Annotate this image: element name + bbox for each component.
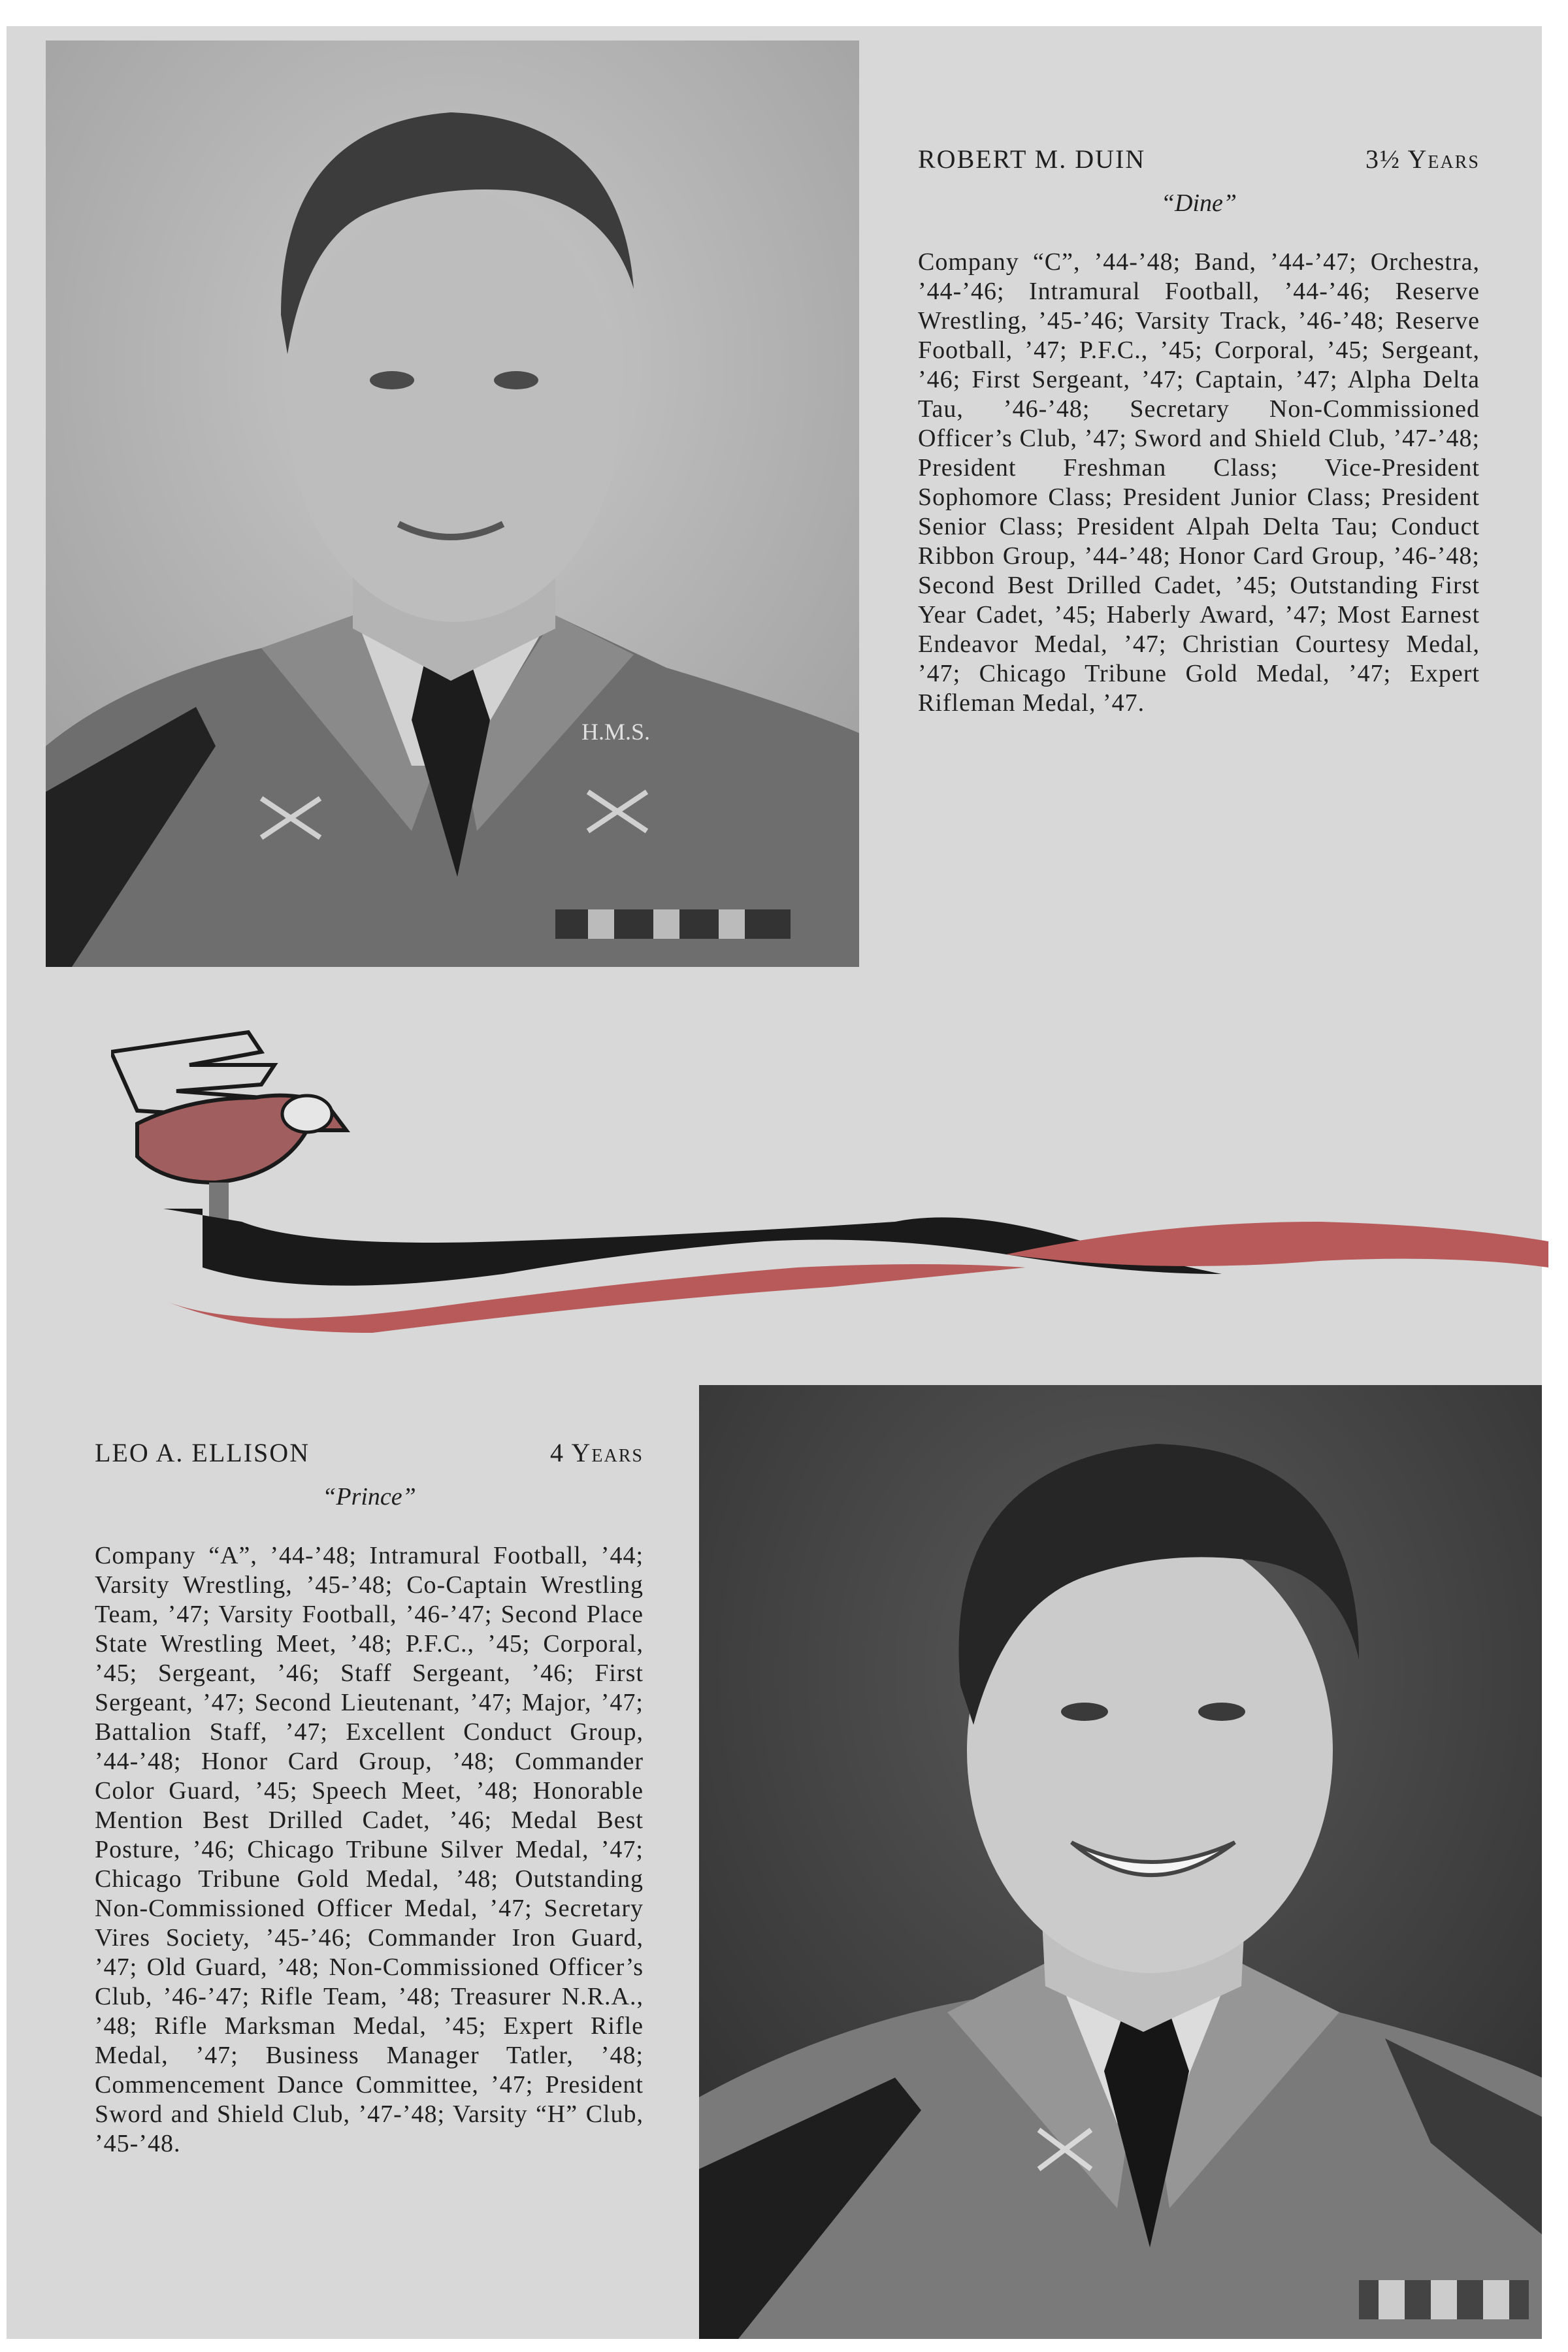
years-attended: 3½ Years [1365, 144, 1480, 174]
portrait-photo-robert-duin [46, 41, 859, 967]
activities-text: Company “A”, ’44-’48; Intramural Football, ’44; Varsity Wrestling, ’45-’48; Co-Captain Wrestling Team, ’47; Varsity Football, ’46-’47; Second Place State Wrestling Meet, ’48; P.F.C., ’45; Corporal, ’45; Sergeant, ’46; Staff Sergeant, ’46; First Sergeant, ’47; Second Lieutenant, ’47; Major, ’47; Battalion Staff, ’47; Excellent Conduct Group, ’44-’48; Honor Card Group, ’48; Commander Color Guard, ’45; Speech Meet, ’48; Honorable Mention Best Drilled Cadet, ’46; Medal Best Posture, ’46; Chicago Tribune Silver Medal, ’47; Chicago Tribune Gold Medal, ’48; Outstanding Non-Commissioned Officer Medal, ’47; Secretary Vires Society, ’45-’46; Commander Iron Guard, ’47; Old Guard, ’48; Non-Commissioned Officer’s Club, ’46-’47; Rifle Team, ’48; Treasurer N.R.A., ’48; Rifle Marksman Medal, ’45; Expert Rifle Medal, ’47; Business Manager Tatler, ’48; Commencement Dance Committee, ’47; President Sword and Shield Club, ’47-’48; Varsity “H” Club, ’45-’48. [95, 1542, 644, 2157]
nickname: “Dine” [1160, 189, 1237, 217]
bio-header [918, 144, 1480, 174]
portrait-photo-leo-ellison [699, 1385, 1542, 2339]
student-name: LEO A. ELLISON [95, 1438, 310, 1467]
bio-leo-ellison [95, 1437, 644, 2159]
student-name: ROBERT M. DUIN [918, 144, 1146, 174]
bio-robert-duin [918, 144, 1480, 718]
years-attended: 4 Years [550, 1438, 644, 1467]
nickname: “Prince” [322, 1483, 416, 1511]
eagle-ribbon-emblem [111, 1026, 1548, 1333]
collar-insignia: H.M.S. [581, 719, 651, 745]
yearbook-page [7, 26, 1542, 2339]
activities-text: Company “C”, ’44-’48; Band, ’44-’47; Orchestra, ’44-’46; Intramural Football, ’44-’46; Reserve Wrestling, ’45-’46; Varsity Track, ’46-’48; Reserve Football, ’47; P.F.C., ’45; Corporal, ’45; Sergeant, ’46; First Sergeant, ’47; Captain, ’47; Alpha Delta Tau, ’46-’48; Secretary Non-Commissioned Officer’s Club, ’47; Sword and Shield Club, ’47-’48; President Freshman Class; Vice-President Sophomore Class; President Junior Class; President Senior Class; President Alpah Delta Tau; Conduct Ribbon Group, ’44-’48; Honor Card Group, ’46-’48; Second Best Drilled Cadet, ’45; Outstanding First Year Cadet, ’45; Haberly Award, ’47; Most Earnest Endeavor Medal, ’47; Christian Courtesy Medal, ’47; Chicago Tribune Gold Medal, ’47; Expert Rifleman Medal, ’47. [918, 248, 1480, 717]
bio-header [95, 1437, 644, 1468]
